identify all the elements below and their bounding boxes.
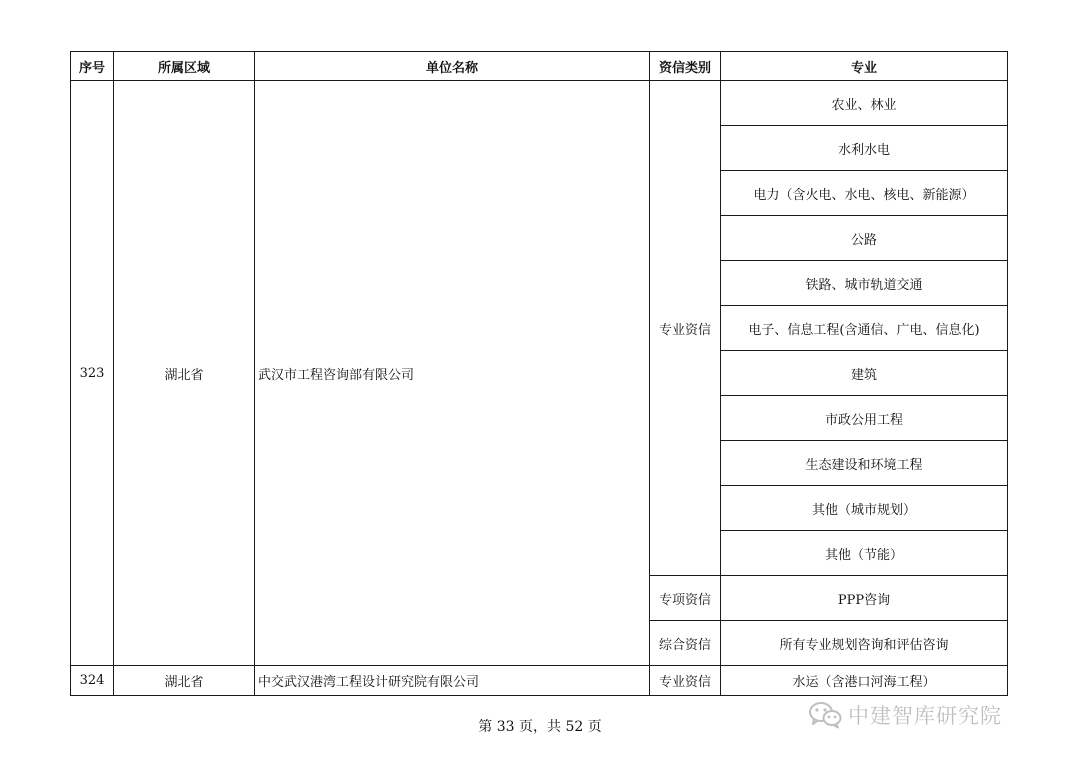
row-category: 综合资信 <box>650 621 721 666</box>
row-region: 湖北省 <box>114 666 255 696</box>
specialty-cell: 公路 <box>721 216 1008 261</box>
row-unit-name: 中交武汉港湾工程设计研究院有限公司 <box>255 666 650 696</box>
page-number: 第 33 页，共 52 页 <box>478 719 602 735</box>
header-unit-name: 单位名称 <box>255 52 650 81</box>
watermark-text: 中建智库研究院 <box>848 704 1002 728</box>
row-index: 324 <box>71 666 114 696</box>
specialty-cell: 水运（含港口河海工程） <box>721 666 1008 696</box>
row-unit-name: 武汉市工程咨询部有限公司 <box>255 81 650 666</box>
specialty-cell: 铁路、城市轨道交通 <box>721 261 1008 306</box>
specialty-cell: 建筑 <box>721 351 1008 396</box>
row-region: 湖北省 <box>114 81 255 666</box>
specialty-cell: 电力（含火电、水电、核电、新能源） <box>721 171 1008 216</box>
row-category: 专业资信 <box>650 666 721 696</box>
specialty-cell: 所有专业规划咨询和评估咨询 <box>721 621 1008 666</box>
header-category: 资信类别 <box>650 52 721 81</box>
header-specialty: 专业 <box>721 52 1008 81</box>
header-index: 序号 <box>71 52 114 81</box>
specialty-cell: 生态建设和环境工程 <box>721 441 1008 486</box>
header-region: 所属区域 <box>114 52 255 81</box>
qualification-table <box>70 51 1008 696</box>
row-category: 专项资信 <box>650 576 721 621</box>
row-index: 323 <box>71 81 114 666</box>
specialty-cell: 水利水电 <box>721 126 1008 171</box>
specialty-cell: 其他（节能） <box>721 531 1008 576</box>
specialty-cell: 市政公用工程 <box>721 396 1008 441</box>
specialty-cell: 其他（城市规划） <box>721 486 1008 531</box>
watermark <box>808 700 1002 730</box>
table-header-row <box>71 52 1008 81</box>
specialty-cell: PPP咨询 <box>721 576 1008 621</box>
specialty-cell: 电子、信息工程(含通信、广电、信息化) <box>721 306 1008 351</box>
row-category: 专业资信 <box>650 81 721 576</box>
wechat-icon <box>808 701 842 729</box>
specialty-cell: 农业、林业 <box>721 81 1008 126</box>
table-row <box>71 666 1008 696</box>
table-row <box>71 81 1008 126</box>
